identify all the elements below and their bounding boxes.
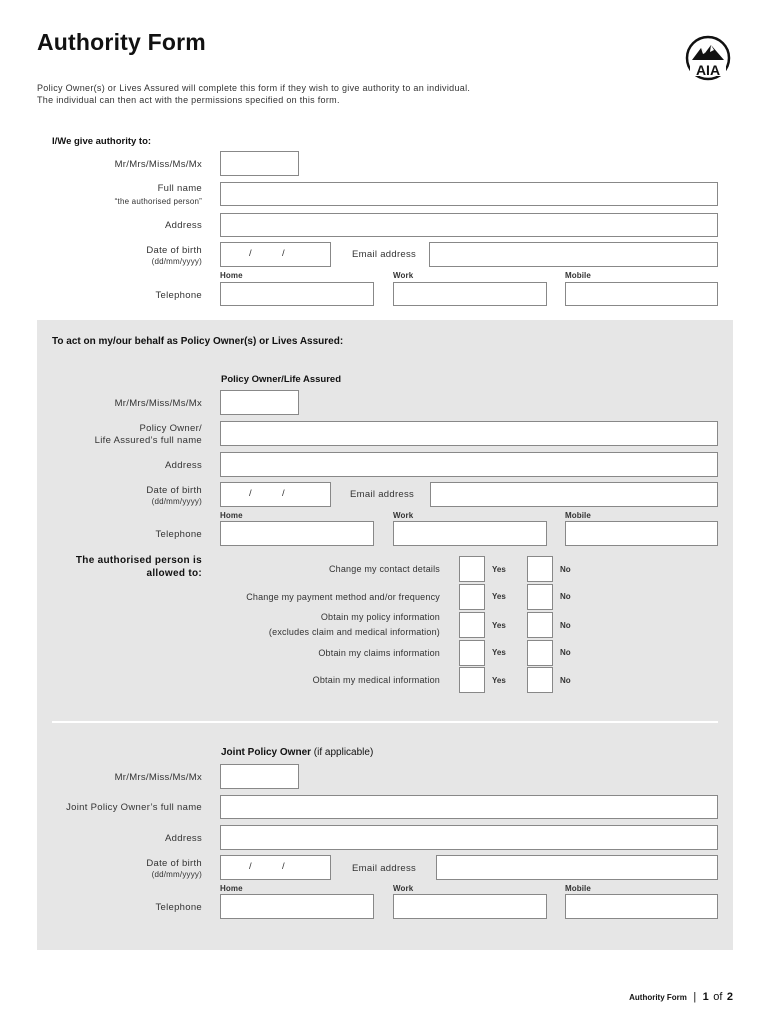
s2-email-input[interactable] bbox=[430, 482, 718, 507]
date-slash: / bbox=[249, 861, 252, 872]
no-label: No bbox=[560, 621, 571, 630]
s2-dob-label: Date of birth bbox=[146, 485, 202, 496]
s2-title-label: Mr/Mrs/Miss/Ms/Mx bbox=[114, 398, 202, 409]
no-label: No bbox=[560, 648, 571, 657]
s2-fullname-input[interactable] bbox=[220, 421, 718, 446]
s3-dob-sub: (dd/mm/yyyy) bbox=[151, 870, 202, 879]
perm-medical-no-checkbox[interactable] bbox=[527, 667, 553, 693]
s2-fullname-line1: Policy Owner/ bbox=[139, 423, 202, 434]
no-label: No bbox=[560, 592, 571, 601]
footer-of: of bbox=[713, 991, 723, 1003]
footer-form-name: Authority Form bbox=[629, 993, 687, 1002]
perm-claims-label: Obtain my claims information bbox=[318, 648, 440, 658]
section3-heading bbox=[221, 747, 373, 758]
s3-address-input[interactable] bbox=[220, 825, 718, 850]
s1-email-label: Email address bbox=[352, 249, 417, 260]
s1-phone-home-input[interactable] bbox=[220, 282, 374, 306]
s2-dob-sub: (dd/mm/yyyy) bbox=[151, 497, 202, 506]
perm-claims-yes-checkbox[interactable] bbox=[459, 640, 485, 666]
s2-email-label: Email address bbox=[350, 489, 415, 500]
s2-title-input[interactable] bbox=[220, 390, 299, 415]
footer-page: 1 bbox=[702, 991, 709, 1003]
aia-logo-icon bbox=[684, 34, 732, 82]
perm-policy-label: Obtain my policy information bbox=[320, 612, 440, 622]
s2-address-input[interactable] bbox=[220, 452, 718, 477]
section-divider bbox=[52, 721, 718, 723]
s2-phone-work-input[interactable] bbox=[393, 521, 547, 546]
date-slash: / bbox=[282, 488, 285, 499]
yes-label: Yes bbox=[492, 592, 506, 601]
s1-email-input[interactable] bbox=[429, 242, 718, 267]
s2-dob-input[interactable] bbox=[220, 482, 331, 507]
s1-address-label: Address bbox=[165, 220, 202, 231]
yes-label: Yes bbox=[492, 676, 506, 685]
s1-fullname-input[interactable] bbox=[220, 182, 718, 206]
s3-phone-home-input[interactable] bbox=[220, 894, 374, 919]
s1-title-input[interactable] bbox=[220, 151, 299, 176]
logo-text: AIA bbox=[695, 62, 721, 78]
s1-phone-work-input[interactable] bbox=[393, 282, 547, 306]
perm-medical-yes-checkbox[interactable] bbox=[459, 667, 485, 693]
s1-fullname-label: Full name bbox=[157, 183, 202, 194]
perm-payment-yes-checkbox[interactable] bbox=[459, 584, 485, 610]
perm-policy-sub: (excludes claim and medical information) bbox=[268, 627, 440, 637]
date-slash: / bbox=[249, 248, 252, 259]
s3-fullname-label: Joint Policy Owner’s full name bbox=[66, 802, 202, 813]
perm-contact-no-checkbox[interactable] bbox=[527, 556, 553, 582]
s3-work-label: Work bbox=[393, 884, 414, 893]
s2-fullname-line2: Life Assured’s full name bbox=[94, 435, 202, 446]
perm-policy-yes-checkbox[interactable] bbox=[459, 612, 485, 638]
allowed-line-1: The authorised person is bbox=[75, 555, 202, 566]
s1-phone-mobile-input[interactable] bbox=[565, 282, 718, 306]
s3-phone-work-input[interactable] bbox=[393, 894, 547, 919]
s1-address-input[interactable] bbox=[220, 213, 718, 237]
perm-payment-no-checkbox[interactable] bbox=[527, 584, 553, 610]
s3-title-label: Mr/Mrs/Miss/Ms/Mx bbox=[114, 772, 202, 783]
perm-contact-label: Change my contact details bbox=[328, 564, 440, 574]
section1-heading: I/We give authority to: bbox=[52, 136, 152, 147]
s1-work-label: Work bbox=[393, 271, 414, 280]
page-footer bbox=[629, 987, 733, 1005]
s3-dob-input[interactable] bbox=[220, 855, 331, 880]
s3-telephone-label: Telephone bbox=[155, 902, 202, 913]
perm-payment-label: Change my payment method and/or frequency bbox=[246, 592, 440, 602]
s3-home-label: Home bbox=[220, 884, 243, 893]
s3-phone-mobile-input[interactable] bbox=[565, 894, 718, 919]
s1-mobile-label: Mobile bbox=[565, 271, 591, 280]
no-label: No bbox=[560, 565, 571, 574]
date-slash: / bbox=[249, 488, 252, 499]
s1-dob-label: Date of birth bbox=[146, 245, 202, 256]
perm-medical-label: Obtain my medical information bbox=[312, 675, 440, 685]
date-slash: / bbox=[282, 861, 285, 872]
section2-heading: To act on my/our behalf as Policy Owner(s) or Lives Assured: bbox=[52, 336, 344, 347]
s3-email-input[interactable] bbox=[436, 855, 718, 880]
s2-phone-home-input[interactable] bbox=[220, 521, 374, 546]
s3-address-label: Address bbox=[165, 833, 202, 844]
s1-telephone-label: Telephone bbox=[155, 290, 202, 301]
intro-line-1: Policy Owner(s) or Lives Assured will complete this form if they wish to give authority to an individual. bbox=[37, 83, 471, 93]
footer-total: 2 bbox=[726, 991, 733, 1003]
perm-claims-no-checkbox[interactable] bbox=[527, 640, 553, 666]
no-label: No bbox=[560, 676, 571, 685]
s2-telephone-label: Telephone bbox=[155, 529, 202, 540]
s1-home-label: Home bbox=[220, 271, 243, 280]
s2-mobile-label: Mobile bbox=[565, 511, 591, 520]
s2-home-label: Home bbox=[220, 511, 243, 520]
s2-work-label: Work bbox=[393, 511, 414, 520]
yes-label: Yes bbox=[492, 621, 506, 630]
s2-address-label: Address bbox=[165, 460, 202, 471]
footer-separator: | bbox=[693, 991, 697, 1003]
yes-label: Yes bbox=[492, 648, 506, 657]
s1-dob-input[interactable] bbox=[220, 242, 331, 267]
perm-policy-no-checkbox[interactable] bbox=[527, 612, 553, 638]
s3-mobile-label: Mobile bbox=[565, 884, 591, 893]
section3-heading-bold: Joint Policy Owner bbox=[221, 747, 312, 758]
allowed-line-2: allowed to: bbox=[146, 568, 202, 579]
section2-subheading: Policy Owner/Life Assured bbox=[221, 374, 342, 385]
yes-label: Yes bbox=[492, 565, 506, 574]
s1-title-label: Mr/Mrs/Miss/Ms/Mx bbox=[114, 159, 202, 170]
s3-dob-label: Date of birth bbox=[146, 858, 202, 869]
date-slash: / bbox=[282, 248, 285, 259]
s3-email-label: Email address bbox=[352, 863, 417, 874]
intro-line-2: The individual can then act with the permissions specified on this form. bbox=[37, 95, 340, 105]
s1-dob-sub: (dd/mm/yyyy) bbox=[151, 257, 202, 266]
s3-title-input[interactable] bbox=[220, 764, 299, 789]
s2-phone-mobile-input[interactable] bbox=[565, 521, 718, 546]
page-title: Authority Form bbox=[37, 29, 206, 55]
s3-fullname-input[interactable] bbox=[220, 795, 718, 819]
perm-contact-yes-checkbox[interactable] bbox=[459, 556, 485, 582]
section3-heading-normal: (if applicable) bbox=[311, 747, 374, 758]
s1-fullname-sub: “the authorised person” bbox=[114, 197, 202, 206]
